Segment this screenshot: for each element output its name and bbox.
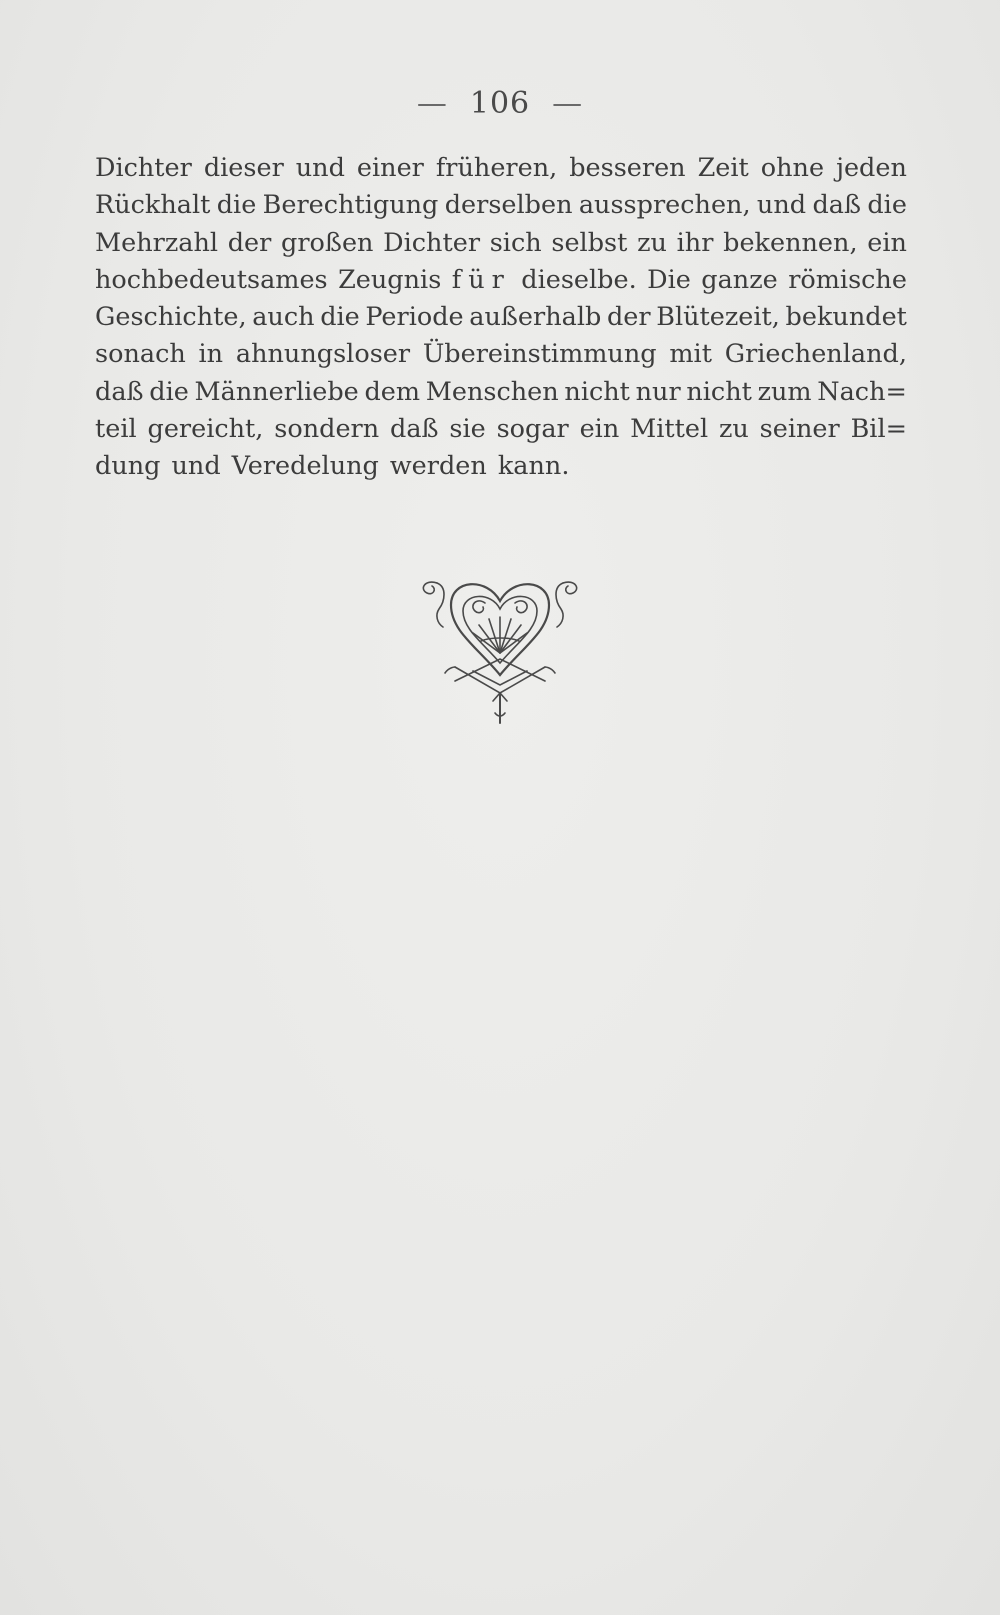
word: früheren, bbox=[435, 153, 558, 183]
word: die bbox=[216, 190, 257, 221]
word: Mittel bbox=[630, 414, 709, 445]
word: dieselbe. bbox=[521, 264, 637, 295]
word: in bbox=[198, 339, 224, 370]
word: Männerliebe bbox=[194, 376, 359, 407]
word: mit bbox=[669, 339, 712, 370]
word: Nach= bbox=[817, 376, 907, 407]
word: daß bbox=[812, 190, 861, 221]
word: gereicht, bbox=[147, 414, 264, 445]
word: zum bbox=[757, 376, 812, 407]
word: ihr bbox=[676, 227, 714, 258]
word: die bbox=[149, 376, 189, 407]
word: Veredelung bbox=[231, 451, 379, 482]
page-number: 106 bbox=[469, 86, 531, 121]
text-line bbox=[95, 374, 907, 411]
word: besseren bbox=[569, 153, 686, 183]
word: außerhalb bbox=[469, 302, 602, 333]
word: ganze bbox=[701, 264, 778, 295]
word: nicht bbox=[686, 376, 752, 407]
word: bekundet bbox=[785, 302, 907, 333]
word: dieser bbox=[203, 153, 284, 183]
word: bekennen, bbox=[723, 227, 858, 258]
text-line bbox=[95, 187, 907, 224]
word: römische bbox=[788, 264, 907, 295]
word: großen bbox=[281, 227, 374, 258]
right-dash: — bbox=[552, 86, 584, 121]
word: Übereinstimmung bbox=[422, 339, 657, 370]
word: werden bbox=[389, 451, 487, 482]
text-line bbox=[95, 299, 907, 336]
left-dash: — bbox=[416, 86, 448, 121]
word: daß bbox=[390, 414, 439, 445]
word: Die bbox=[647, 264, 691, 295]
word: Berechtigung bbox=[262, 190, 439, 221]
text-line bbox=[95, 262, 907, 299]
word: jeden bbox=[836, 153, 907, 183]
word: sondern bbox=[274, 414, 380, 445]
word: Bil= bbox=[850, 414, 907, 445]
word: Mehrzahl bbox=[95, 227, 219, 258]
text-line bbox=[95, 225, 907, 262]
word: Blütezeit, bbox=[656, 302, 780, 333]
word: Zeit bbox=[697, 153, 749, 183]
word: Griechenland, bbox=[724, 339, 907, 370]
word: seiner bbox=[759, 414, 840, 445]
page-number-header bbox=[0, 86, 1000, 121]
word: ein bbox=[867, 227, 907, 258]
word: zu bbox=[637, 227, 667, 258]
text-line bbox=[95, 448, 907, 485]
body-text bbox=[95, 150, 907, 486]
word: derselben bbox=[444, 190, 573, 221]
word: Zeugnis bbox=[338, 264, 442, 295]
word: Rückhalt bbox=[95, 190, 211, 221]
word: Dichter bbox=[383, 227, 481, 258]
word: kann. bbox=[497, 451, 570, 482]
heart-vignette-ornament-icon bbox=[415, 575, 585, 735]
word: zu bbox=[718, 414, 749, 445]
word: teil bbox=[95, 414, 137, 445]
word: sich bbox=[489, 227, 542, 258]
word: auch bbox=[252, 302, 315, 333]
text-line bbox=[95, 411, 907, 448]
word: die bbox=[320, 302, 360, 333]
text-line bbox=[95, 150, 907, 187]
word: sonach bbox=[95, 339, 186, 370]
word: aussprechen, bbox=[578, 190, 751, 221]
word: der bbox=[606, 302, 651, 333]
word: und bbox=[171, 451, 221, 482]
word: nur bbox=[635, 376, 681, 407]
word: Periode bbox=[365, 302, 464, 333]
word: selbst bbox=[551, 227, 628, 258]
word: dung bbox=[95, 451, 161, 482]
word: Menschen bbox=[425, 376, 559, 407]
word: sogar bbox=[496, 414, 569, 445]
word: ahnungsloser bbox=[235, 339, 411, 370]
word: Dichter bbox=[95, 153, 192, 183]
word: nicht bbox=[564, 376, 630, 407]
text-line bbox=[95, 336, 907, 373]
word: Geschichte, bbox=[95, 302, 247, 333]
word: dem bbox=[364, 376, 421, 407]
word: und bbox=[295, 153, 345, 183]
word: ohne bbox=[760, 153, 825, 183]
word: daß bbox=[95, 376, 144, 407]
word: die bbox=[867, 190, 907, 221]
word: hochbedeutsames bbox=[95, 264, 328, 295]
word: einer bbox=[356, 153, 424, 183]
word: der bbox=[227, 227, 272, 258]
word: ein bbox=[579, 414, 620, 445]
word: sie bbox=[449, 414, 486, 445]
word: und bbox=[756, 190, 807, 221]
word: für bbox=[451, 264, 511, 295]
